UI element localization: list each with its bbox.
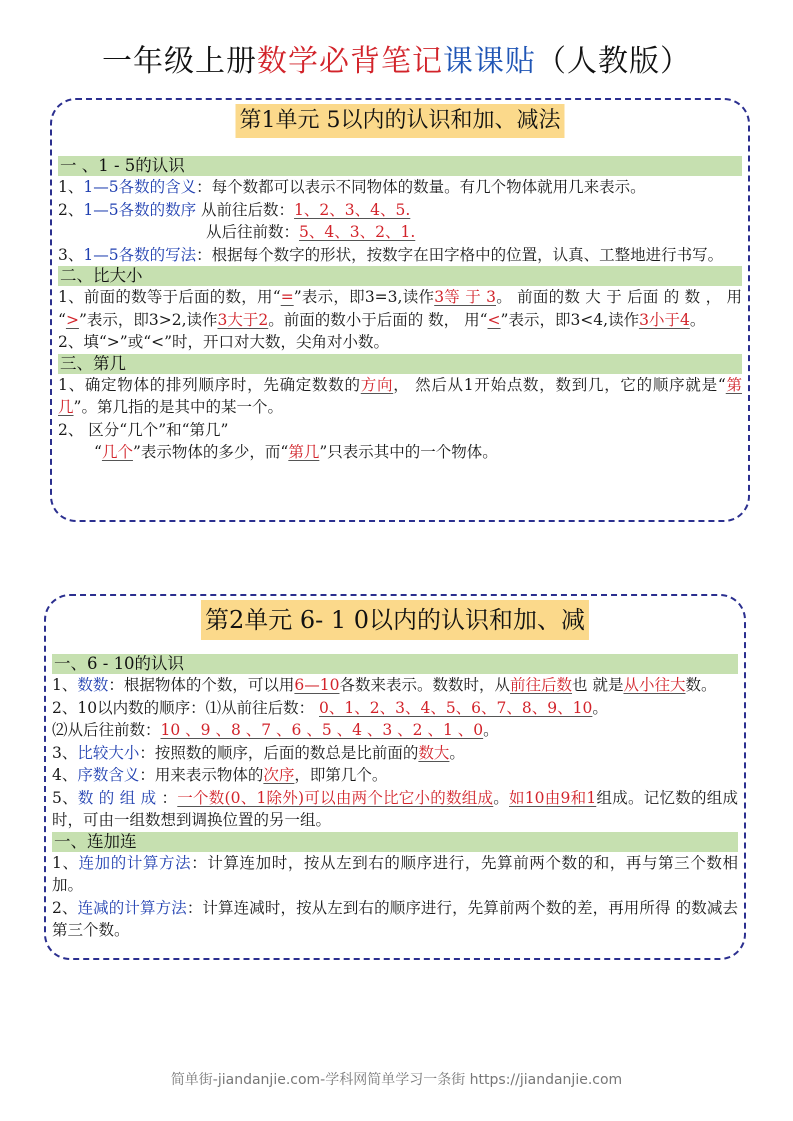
title-grade: 一年级上册: [102, 44, 257, 79]
item-text: 1、确定物体的排列顺序时，先确定数数的: [58, 375, 361, 394]
item-text: ：计算连减时，按从左到右的顺序进行，先算前两个数的差，再用所得 的数减去第三个数。: [52, 898, 738, 939]
note-item: [58, 221, 742, 244]
item-text: 。: [449, 743, 465, 762]
section-heading: 一、连加连: [52, 832, 738, 852]
answer: 10 、9 、8 、7 、6 、5 、4 、3 、2 、1 、0: [160, 721, 484, 739]
item-text: 。前面的数小于后面的 数， 用“: [268, 310, 488, 329]
keyword: 1—5各数的写法: [83, 245, 197, 264]
item-text: ， 然后从1开始点数，数到几，它的顺序就是“: [393, 375, 726, 394]
note-item: [58, 286, 742, 331]
section-heading: 一 、1 - 5的认识: [58, 156, 742, 176]
answer: 几个: [101, 443, 133, 461]
answer: 3小于4: [639, 310, 690, 329]
keyword: 数数: [77, 676, 109, 694]
item-text: 1、前面的数等于后面的数，用“: [58, 288, 281, 306]
item-text: 。: [592, 698, 608, 717]
note-item: [58, 176, 742, 199]
answer: 数大: [418, 743, 450, 762]
item-number: 3、: [58, 245, 84, 264]
keyword: 1—5各数的数序: [83, 200, 197, 219]
unit1-title: 第1单元 5以内的认识和加、减法: [236, 104, 565, 138]
note-item: [52, 674, 738, 697]
answer: 3等 于 3: [434, 288, 496, 306]
item-text: ：: [156, 788, 178, 807]
title-edition: （人教版）: [536, 44, 691, 79]
note-item: [52, 742, 738, 765]
item-text: ：按照数的顺序，后面的数总是比前面的: [139, 743, 419, 762]
unit2-title: 第2单元 6- 1 0以内的认识和加、减: [201, 600, 589, 640]
note-item: [58, 244, 742, 267]
item-text: ：根据物体的个数，可以用: [108, 676, 295, 694]
answer: 3大于2: [217, 310, 269, 329]
keyword: 连减的计算方法: [77, 898, 187, 917]
item-text: 。: [689, 310, 706, 329]
unit2-content: [52, 654, 738, 942]
title-series: 课课贴: [443, 44, 536, 79]
keyword: 1—5各数的含义: [83, 178, 197, 196]
item-number: 1、: [52, 853, 79, 872]
item-text: ：计算连加时，按从左到右的顺序进行，先算前两个数的和，再与第三个数相加。: [52, 853, 738, 894]
item-text: ”只表示其中的一个物体。: [319, 443, 498, 461]
answer: 6—10: [294, 676, 340, 694]
keyword: 比较大小: [77, 743, 140, 762]
title-subject: 数学必背笔记: [257, 44, 443, 79]
item-text: 。 前面的数 大 于 后面 的 数 ， 用 “: [58, 288, 743, 329]
answer: 1、2、3、4、5.: [294, 200, 411, 219]
item-number: 2、: [58, 200, 84, 219]
section-heading: 一、6 - 10的认识: [52, 654, 738, 674]
page-title: [0, 40, 793, 84]
item-text: 也 就是: [572, 676, 624, 694]
unit2-card: [44, 594, 746, 960]
note-item: [52, 697, 738, 720]
item-text: ”表示，即3=3,读作: [293, 288, 435, 306]
unit1-content: [58, 156, 742, 464]
item-text: 数。: [685, 676, 717, 694]
item-number: 2、: [52, 898, 78, 917]
answer: 第几: [58, 375, 742, 416]
footer-watermark: 简单街-jiandanjie.com-学科网简单学习一条街 https://jiandanjie.com: [170, 1072, 623, 1088]
item-text: ：每个数都可以表示不同物体的数量。有几个物体就用几来表示。: [196, 178, 646, 196]
item-text: 。: [493, 788, 510, 807]
answer: >: [65, 310, 79, 329]
item-number: 1、: [52, 676, 78, 694]
note-item: 2、 区分“几个”和“第几”: [58, 420, 229, 439]
note-item: [52, 787, 738, 832]
answer: 0、1、2、3、4、5、6、7、8、9、10: [319, 698, 593, 717]
item-text: 从前往后数：: [196, 200, 295, 219]
section-heading: 三、第几: [58, 354, 742, 374]
note-item: [58, 374, 742, 419]
item-text: ”。第几指的是其中的某一个。: [73, 398, 283, 416]
item-text: ⑵从后往前数：: [52, 721, 161, 739]
keyword: 序数含义: [77, 766, 140, 784]
item-text: 从后往前数：: [206, 223, 300, 241]
item-text: ，即第几个。: [294, 766, 388, 784]
keyword: 数 的 组 成: [77, 788, 157, 807]
item-text: ：根据每个数字的形状，按数字在田字格中的位置，认真、工整地进行书写。: [196, 245, 724, 264]
answer: 从小往大: [623, 676, 686, 694]
item-text: 。: [483, 721, 499, 739]
item-text: 各数来表示。数数时，从: [339, 676, 511, 694]
item-number: 3、: [52, 743, 78, 762]
answer: 前往后数: [510, 676, 573, 694]
answer: 5、4、3、2、1.: [299, 223, 416, 241]
section-heading: 二、比大小: [58, 266, 742, 286]
note-item: [52, 764, 738, 787]
note-item: [58, 441, 742, 464]
note-item: [52, 897, 738, 942]
item-text: ”表示物体的多少，而“: [132, 443, 289, 461]
answer: 方向: [360, 375, 394, 394]
item-text: 组成。记忆数的组成时，可由一组数想到调换位置的另一组。: [52, 788, 738, 829]
answer: 第几: [288, 443, 320, 461]
answer: =: [280, 288, 294, 306]
item-text: ：用来表示物体的: [139, 766, 264, 784]
item-number: 5、: [52, 788, 78, 807]
unit1-card: [50, 98, 750, 522]
keyword: 连加的计算方法: [78, 853, 192, 872]
item-text: ”表示，即3>2,读作: [78, 310, 218, 329]
note-item: [58, 199, 742, 222]
item-number: 1、: [58, 178, 84, 196]
item-text: “: [94, 443, 102, 461]
note-item: 2、填“>”或“<”时，开口对大数，尖角对小数。: [58, 333, 390, 351]
answer: 一个数(0、1除外)可以由两个比它小的数组成: [177, 788, 494, 807]
item-text: ”表示，即3<4,读作: [500, 310, 640, 329]
note-item: [52, 719, 738, 742]
answer: 如10由9和1: [509, 788, 597, 807]
answer: 次序: [263, 766, 295, 784]
item-text: 2、10以内数的顺序：⑴从前往后数：: [52, 698, 320, 717]
item-number: 4、: [52, 766, 78, 784]
answer: <: [487, 310, 501, 329]
note-item: [52, 852, 738, 897]
